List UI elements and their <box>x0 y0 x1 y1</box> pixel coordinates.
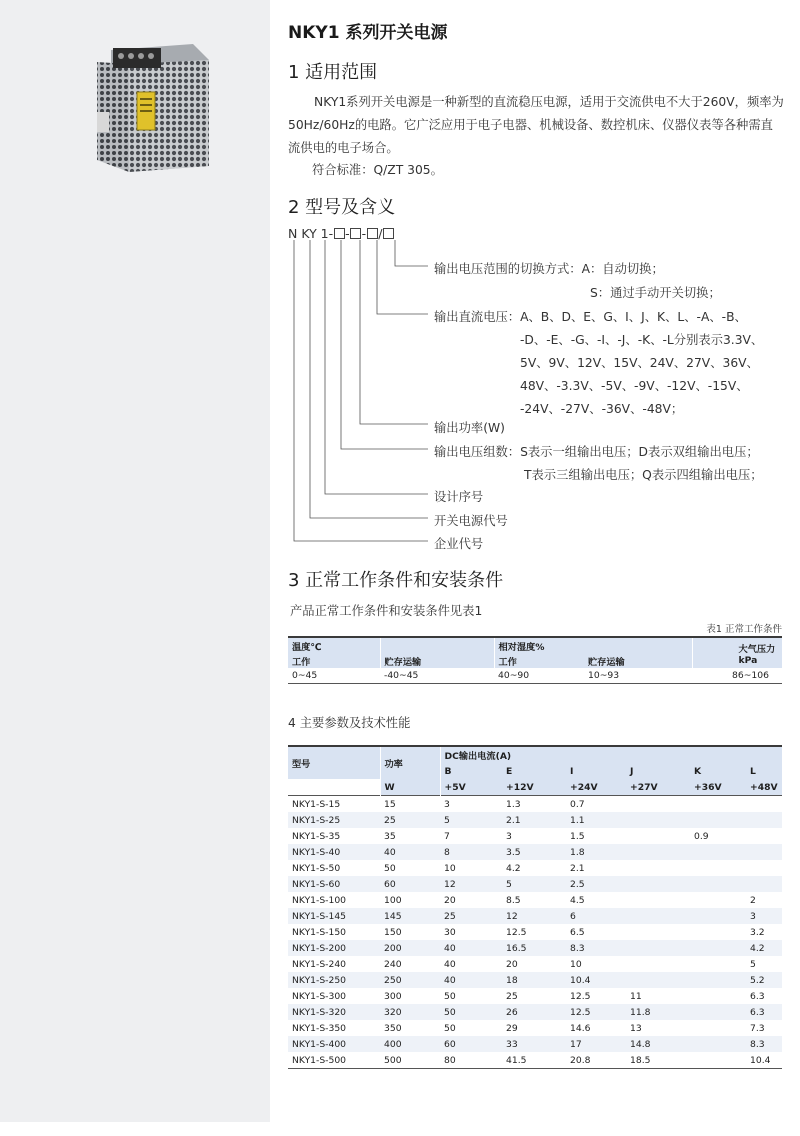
table-cell <box>626 972 690 988</box>
table-cell: 400 <box>380 1036 440 1052</box>
table-cell: 6.5 <box>570 926 585 938</box>
table-cell: 12.5 <box>566 1004 626 1020</box>
table-cell: 3 <box>746 908 782 924</box>
table-cell: NKY1-S-50 <box>292 862 341 874</box>
table-cell: 8 <box>440 844 502 860</box>
table-cell: 14.6 <box>570 1022 591 1034</box>
model-code-prefix: N KY 1- <box>288 226 334 241</box>
label-switching-manual: S：通过手动开关切换； <box>590 286 721 300</box>
table-cell <box>626 796 690 813</box>
cell-humidity-storage: 10~93 <box>588 670 620 681</box>
table-cell: 2 <box>750 894 756 906</box>
table-cell: 50 <box>444 990 456 1002</box>
table-cell: 2.1 <box>570 862 585 874</box>
table-cell <box>626 828 690 844</box>
table-cell <box>690 924 746 940</box>
table-cell: 50 <box>444 1022 456 1034</box>
table-cell: 2.5 <box>566 876 626 892</box>
table-cell: 16.5 <box>502 940 566 956</box>
th-work-2: 工作 <box>494 653 584 668</box>
table-cell <box>690 1004 746 1020</box>
table-cell <box>690 892 746 908</box>
table-cell: 80 <box>444 1054 456 1066</box>
table-cell <box>690 940 746 956</box>
table-cell: 100 <box>384 894 402 906</box>
label-output-voltage-2: -D、-E、-G、-I、-J、-K、-L分别表示3.3V、 <box>520 333 764 347</box>
table-cell: 26 <box>502 1004 566 1020</box>
table-cell <box>626 924 690 940</box>
th-code-j: J <box>626 763 690 779</box>
table-cell: 14.8 <box>626 1036 690 1052</box>
table-cell: 320 <box>380 1004 440 1020</box>
table-cell: NKY1-S-400 <box>288 1036 380 1052</box>
th-code-k: K <box>690 763 746 779</box>
table-cell <box>626 892 690 908</box>
label-output-power: 输出功率(W) <box>434 421 505 435</box>
th-watt: W <box>380 779 440 796</box>
table-cell <box>690 812 746 828</box>
label-company-code: 企业代号 <box>434 537 484 551</box>
th-code-l: L <box>746 763 782 779</box>
table-cell: NKY1-S-145 <box>288 908 380 924</box>
table-cell: NKY1-S-240 <box>292 958 347 970</box>
table-cell: NKY1-S-300 <box>292 990 347 1002</box>
table-cell: 40 <box>444 958 456 970</box>
model-code: N KY 1- - - / <box>288 226 394 241</box>
table-cell <box>626 876 690 892</box>
th-volt-5: +5V <box>440 779 502 796</box>
table-cell: 12 <box>502 908 566 924</box>
left-sidebar <box>0 0 270 1122</box>
table-cell: 8.3 <box>746 1036 782 1052</box>
conditions-table <box>288 636 782 684</box>
table-cell: 40 <box>440 972 502 988</box>
table-cell <box>690 988 746 1004</box>
label-output-voltage-3: 5V、9V、12V、15V、24V、27V、36V、 <box>520 356 759 370</box>
th-code-b: B <box>440 763 502 779</box>
table-cell: 150 <box>384 926 402 938</box>
table-cell <box>626 956 690 972</box>
table-cell: 60 <box>440 1036 502 1052</box>
th-dc-current: DC输出电流(A) <box>440 746 782 763</box>
table-cell <box>746 796 782 813</box>
table-cell: 60 <box>380 876 440 892</box>
table-cell: 12.5 <box>570 990 591 1002</box>
table-cell: NKY1-S-150 <box>292 926 347 938</box>
table-cell: 5 <box>440 812 502 828</box>
table-cell: 250 <box>380 972 440 988</box>
table-cell <box>690 860 746 876</box>
th-model: 型号 <box>288 746 380 779</box>
table-cell: NKY1-S-15 <box>292 798 341 810</box>
table-cell <box>690 876 746 892</box>
table-row <box>288 812 782 828</box>
table-row <box>288 828 782 844</box>
table-cell: 3 <box>506 830 512 842</box>
table-cell: NKY1-S-100 <box>292 894 347 906</box>
table-cell: 50 <box>384 862 396 874</box>
table-cell: 240 <box>384 958 402 970</box>
table-cell: NKY1-S-60 <box>288 876 380 892</box>
cell-temp-work: 0~45 <box>292 670 318 681</box>
cell-temp-storage: -40~45 <box>384 670 419 681</box>
th-volt-27: +27V <box>626 779 690 796</box>
section-3-heading: 3 正常工作条件和安装条件 <box>288 570 504 591</box>
table-row <box>288 876 782 892</box>
table-cell: 17 <box>566 1036 626 1052</box>
table-cell: 4.5 <box>570 894 585 906</box>
table-cell: NKY1-S-500 <box>292 1054 347 1066</box>
table-row <box>288 940 782 956</box>
th-volt-12: +12V <box>502 779 566 796</box>
table-cell <box>626 812 690 828</box>
table-cell: 0.9 <box>694 830 709 842</box>
table-cell <box>690 796 746 813</box>
table-row <box>288 972 782 988</box>
section-2-heading: 2 型号及含义 <box>288 197 396 218</box>
table-row <box>288 860 782 876</box>
table-cell: NKY1-S-200 <box>288 940 380 956</box>
table-1-caption: 表1 正常工作条件 <box>706 624 782 635</box>
table-cell: 3.2 <box>750 926 765 938</box>
th-power: 功率 <box>380 746 440 779</box>
table-cell <box>690 956 746 972</box>
section-1-standard: 符合标准：Q/ZT 305。 <box>312 163 443 177</box>
label-output-groups-2: T表示三组输出电压；Q表示四组输出电压； <box>524 468 763 482</box>
table-cell: 1.8 <box>566 844 626 860</box>
section-3-intro: 产品正常工作条件和安装条件见表1 <box>290 604 483 618</box>
table-cell: 10.4 <box>566 972 626 988</box>
table-cell: 200 <box>380 940 440 956</box>
table-cell: 8.3 <box>566 940 626 956</box>
table-cell: 13 <box>630 1022 642 1034</box>
table-cell: 1.5 <box>570 830 585 842</box>
table-cell: 18.5 <box>630 1054 651 1066</box>
th-humidity: 相对湿度% <box>494 637 584 653</box>
table-cell <box>626 908 690 924</box>
table-row <box>288 844 782 860</box>
th-storage-2: 贮存运输 <box>584 653 692 668</box>
table-cell: 20.8 <box>570 1054 591 1066</box>
table-cell: 15 <box>384 798 396 810</box>
label-design-serial: 设计序号 <box>434 490 484 504</box>
table-cell: 500 <box>384 1054 402 1066</box>
th-volt-48: +48V <box>746 779 782 796</box>
table-cell: 350 <box>384 1022 402 1034</box>
th-work: 工作 <box>288 653 380 668</box>
table-row <box>288 1036 782 1052</box>
table-cell: 10.4 <box>750 1054 771 1066</box>
table-cell: 11 <box>630 990 642 1002</box>
table-cell: 41.5 <box>506 1054 527 1066</box>
table-cell: 40 <box>440 940 502 956</box>
model-code-diagram <box>288 226 788 556</box>
table-cell: NKY1-S-350 <box>292 1022 347 1034</box>
table-row <box>288 1020 782 1036</box>
table-cell: 25 <box>440 908 502 924</box>
table-cell: 20 <box>506 958 518 970</box>
table-cell: 3.5 <box>502 844 566 860</box>
table-cell: 5 <box>750 958 756 970</box>
table-cell: NKY1-S-320 <box>288 1004 380 1020</box>
table-cell: 2.1 <box>502 812 566 828</box>
label-switching-mode: 输出电压范围的切换方式：A：自动切换； <box>434 262 664 276</box>
label-power-code: 开关电源代号 <box>434 514 508 528</box>
table-row <box>288 1004 782 1020</box>
th-code-i: I <box>566 763 626 779</box>
table-cell <box>746 860 782 876</box>
table-cell: 3 <box>444 798 450 810</box>
table-cell: 25 <box>506 990 518 1002</box>
table-cell <box>746 812 782 828</box>
section-1-heading: 1 适用范围 <box>288 62 378 83</box>
table-cell: 1.3 <box>506 798 521 810</box>
table-cell: 5 <box>502 876 566 892</box>
table-cell: 5.2 <box>746 972 782 988</box>
th-volt-36: +36V <box>690 779 746 796</box>
table-cell <box>626 844 690 860</box>
table-row <box>288 668 782 684</box>
table-cell <box>690 908 746 924</box>
parameters-table <box>288 745 782 1069</box>
table-cell: 4.2 <box>506 862 521 874</box>
table-cell: 145 <box>380 908 440 924</box>
table-cell <box>746 844 782 860</box>
table-cell: 0.7 <box>570 798 585 810</box>
label-output-groups: 输出电压组数：S表示一组输出电压；D表示双组输出电压； <box>434 445 759 459</box>
table-cell: 6.3 <box>750 990 765 1002</box>
table-row <box>288 796 782 813</box>
table-cell <box>626 940 690 956</box>
table-row <box>288 988 782 1004</box>
table-cell: 12.5 <box>506 926 527 938</box>
table-cell: 10 <box>570 958 582 970</box>
table-row <box>288 892 782 908</box>
table-cell: 300 <box>384 990 402 1002</box>
table-cell: 11.8 <box>626 1004 690 1020</box>
section-4-heading: 4 主要参数及技术性能 <box>288 716 411 730</box>
table-row <box>288 1052 782 1069</box>
table-cell: 6 <box>566 908 626 924</box>
table-cell <box>746 828 782 844</box>
th-volt-24: +24V <box>566 779 626 796</box>
table-cell: NKY1-S-250 <box>288 972 380 988</box>
table-cell <box>690 844 746 860</box>
cell-pressure: 86~106 <box>732 670 769 681</box>
label-output-voltage-4: 48V、-3.3V、-5V、-9V、-12V、-15V、 <box>520 379 749 393</box>
table-cell: 35 <box>384 830 396 842</box>
table-cell: 33 <box>502 1036 566 1052</box>
th-storage: 贮存运输 <box>380 653 494 668</box>
table-cell <box>690 1020 746 1036</box>
table-cell <box>746 876 782 892</box>
table-row <box>288 908 782 924</box>
th-temperature: 温度℃ <box>288 637 380 653</box>
table-cell <box>690 1052 746 1069</box>
table-cell <box>626 860 690 876</box>
table-cell: 8.5 <box>506 894 521 906</box>
document-title: NKY1 系列开关电源 <box>288 23 448 43</box>
table-row <box>288 956 782 972</box>
th-pressure: 大气压力kPa <box>692 637 782 668</box>
table-cell: 1.1 <box>566 812 626 828</box>
table-cell: 10 <box>444 862 456 874</box>
table-cell: 29 <box>506 1022 518 1034</box>
table-cell: NKY1-S-40 <box>288 844 380 860</box>
table-cell: 18 <box>502 972 566 988</box>
section-1-paragraph: NKY1系列开关电源是一种新型的直流稳压电源，适用于交流供电不大于260V，频率为50Hz/60Hz的电路。它广泛应用于电子电器、机械设备、数控机床、仪器仪表等各种需直流供电的电子场合。 <box>288 95 784 155</box>
table-cell: 12 <box>440 876 502 892</box>
table-cell <box>690 1036 746 1052</box>
label-output-voltage: 输出直流电压：A、B、D、E、G、I、J、K、L、-A、-B、 <box>434 310 747 324</box>
table-cell: 7.3 <box>750 1022 765 1034</box>
table-cell: NKY1-S-25 <box>288 812 380 828</box>
table-cell: 40 <box>380 844 440 860</box>
table-cell: 20 <box>444 894 456 906</box>
table-cell <box>690 972 746 988</box>
table-cell: 25 <box>380 812 440 828</box>
table-row <box>288 924 782 940</box>
th-code-e: E <box>502 763 566 779</box>
table-cell: 30 <box>444 926 456 938</box>
power-supply-photo <box>93 42 211 174</box>
table-cell: NKY1-S-35 <box>292 830 341 842</box>
table-cell: 7 <box>444 830 450 842</box>
label-output-voltage-5: -24V、-27V、-36V、-48V； <box>520 402 684 416</box>
cell-humidity-work: 40~90 <box>498 670 530 681</box>
table-cell: 50 <box>440 1004 502 1020</box>
table-cell: 4.2 <box>746 940 782 956</box>
table-cell: 6.3 <box>746 1004 782 1020</box>
